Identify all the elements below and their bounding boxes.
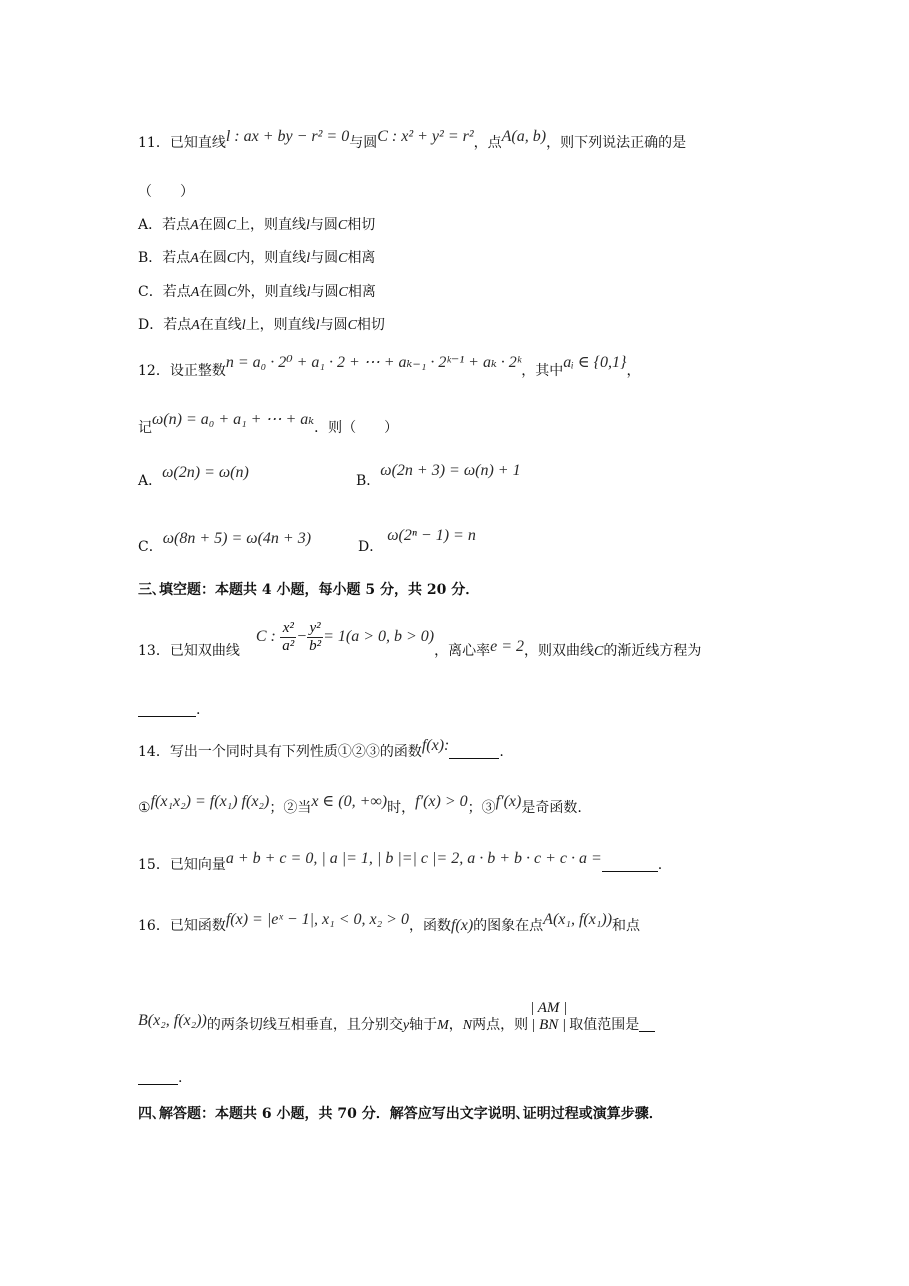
q12-stem: 12．设正整数n = a₀ · 2⁰ + a₁ · 2 + ⋯ + aₖ₋₁ · 2ᵏ⁻¹ + aₖ · 2ᵏ，其中aᵢ ∈ {0,1}， (138, 354, 641, 379)
q14-properties: ①f(x₁x₂) = f(x₁) f(x₂)；②当x ∈ (0, +∞)时，f′(x) > 0；③f′(x)是奇函数. (138, 793, 582, 816)
q13-stem: 13．已知双曲线C : $\frac{\text{x²}}{\text{a²}}$ − $\frac{\text{y²}}{\text{b²}}$ = 1(a > 0, b > 0)，离心率e = 2，则双曲线C的渐近线方程为 (138, 619, 702, 659)
q11-option-c: C．若点A在圆C外，则直线l与圆C相离 (138, 284, 376, 300)
q14-blank (449, 744, 499, 759)
q12-n-expansion: n = a₀ · 2⁰ + a₁ · 2 + ⋯ + aₖ₋₁ · 2ᵏ⁻¹ + aₖ · 2ᵏ (225, 354, 522, 371)
q13-eccentricity: e = 2 (490, 638, 525, 655)
q13-y-fraction: $\frac{\text{y²}}{\text{b²}}$ (309, 619, 322, 654)
q12-number: 12． (138, 363, 170, 379)
q11-option-b: B．若点A在圆C内，则直线l与圆C相离 (138, 250, 376, 266)
q15-stem: 15．已知向量a + b + c = 0, | a |= 1, | b |=| c |= 2, a · b + b · c + c · a = . (138, 850, 663, 873)
q11-paren: （ ） (138, 184, 194, 200)
section-4-heading: 四､解答题：本题共 6 小题，共 70 分．解答应写出文字说明､证明过程或演算步骤． (138, 1106, 663, 1122)
q13-x-fraction: $\frac{\text{x²}}{\text{a²}}$ (282, 619, 295, 654)
q12-omega-def: 记ω(n) = a₀ + a₁ + ⋯ + aₖ．则（ ） (138, 411, 399, 436)
q12-option-a: A．ω(2n) = ω(n) (138, 464, 249, 489)
q11-circle-equation: C : x² + y² = r² (377, 128, 474, 145)
q16-continuation: B(x₂, f(x₂))的两条切线互相垂直，且分别交y轴于M，N两点，则 | AM | | BN | 取值范围是 (138, 1008, 655, 1048)
q16-blank-start (639, 1017, 655, 1032)
section-3-heading: 三､填空题：本题共 4 小题，每小题 5 分，共 20 分． (138, 582, 480, 598)
q16-blank (138, 1070, 178, 1085)
q12-option-b: B．ω(2n + 3) = ω(n) + 1 (356, 462, 521, 489)
q12-ai-set: aᵢ ∈ {0,1} (563, 354, 627, 371)
q11-stem: 11．已知直线l : ax + by − r² = 0与圆C : x² + y² = r²，点A(a, b)，则下列说法正确的是 (138, 128, 687, 151)
q14-stem: 14．写出一个同时具有下列性质①②③的函数f(x): . (138, 737, 504, 760)
q11-option-d: D．若点A在直线l上，则直线l与圆C相切 (138, 317, 385, 333)
q16-ratio-fraction: | AM | | BN | (530, 1000, 568, 1033)
q13-answer-line: . (138, 700, 200, 720)
q15-blank (602, 857, 658, 872)
q15-vector-conditions: a + b + c = 0, | a |= 1, | b |=| c |= 2, a · b + b · c + c · a = (225, 850, 602, 867)
q11-number: 11． (138, 135, 170, 151)
q16-answer-line: . (138, 1068, 182, 1088)
q16-stem: 16．已知函数f(x) = |eˣ − 1|, x₁ < 0, x₂ > 0，函数f(x)的图象在点A(x₁, f(x₁))和点 (138, 911, 641, 934)
q13-blank (138, 702, 196, 717)
q11-line-equation: l : ax + by − r² = 0 (225, 128, 350, 145)
q11-option-a: A．若点A在圆C上，则直线l与圆C相切 (138, 217, 376, 233)
q12-option-c: C．ω(8n + 5) = ω(4n + 3) (138, 530, 312, 555)
q12-option-d: D．ω(2ⁿ − 1) = n (358, 527, 476, 555)
q11-point: A(a, b) (501, 128, 547, 145)
